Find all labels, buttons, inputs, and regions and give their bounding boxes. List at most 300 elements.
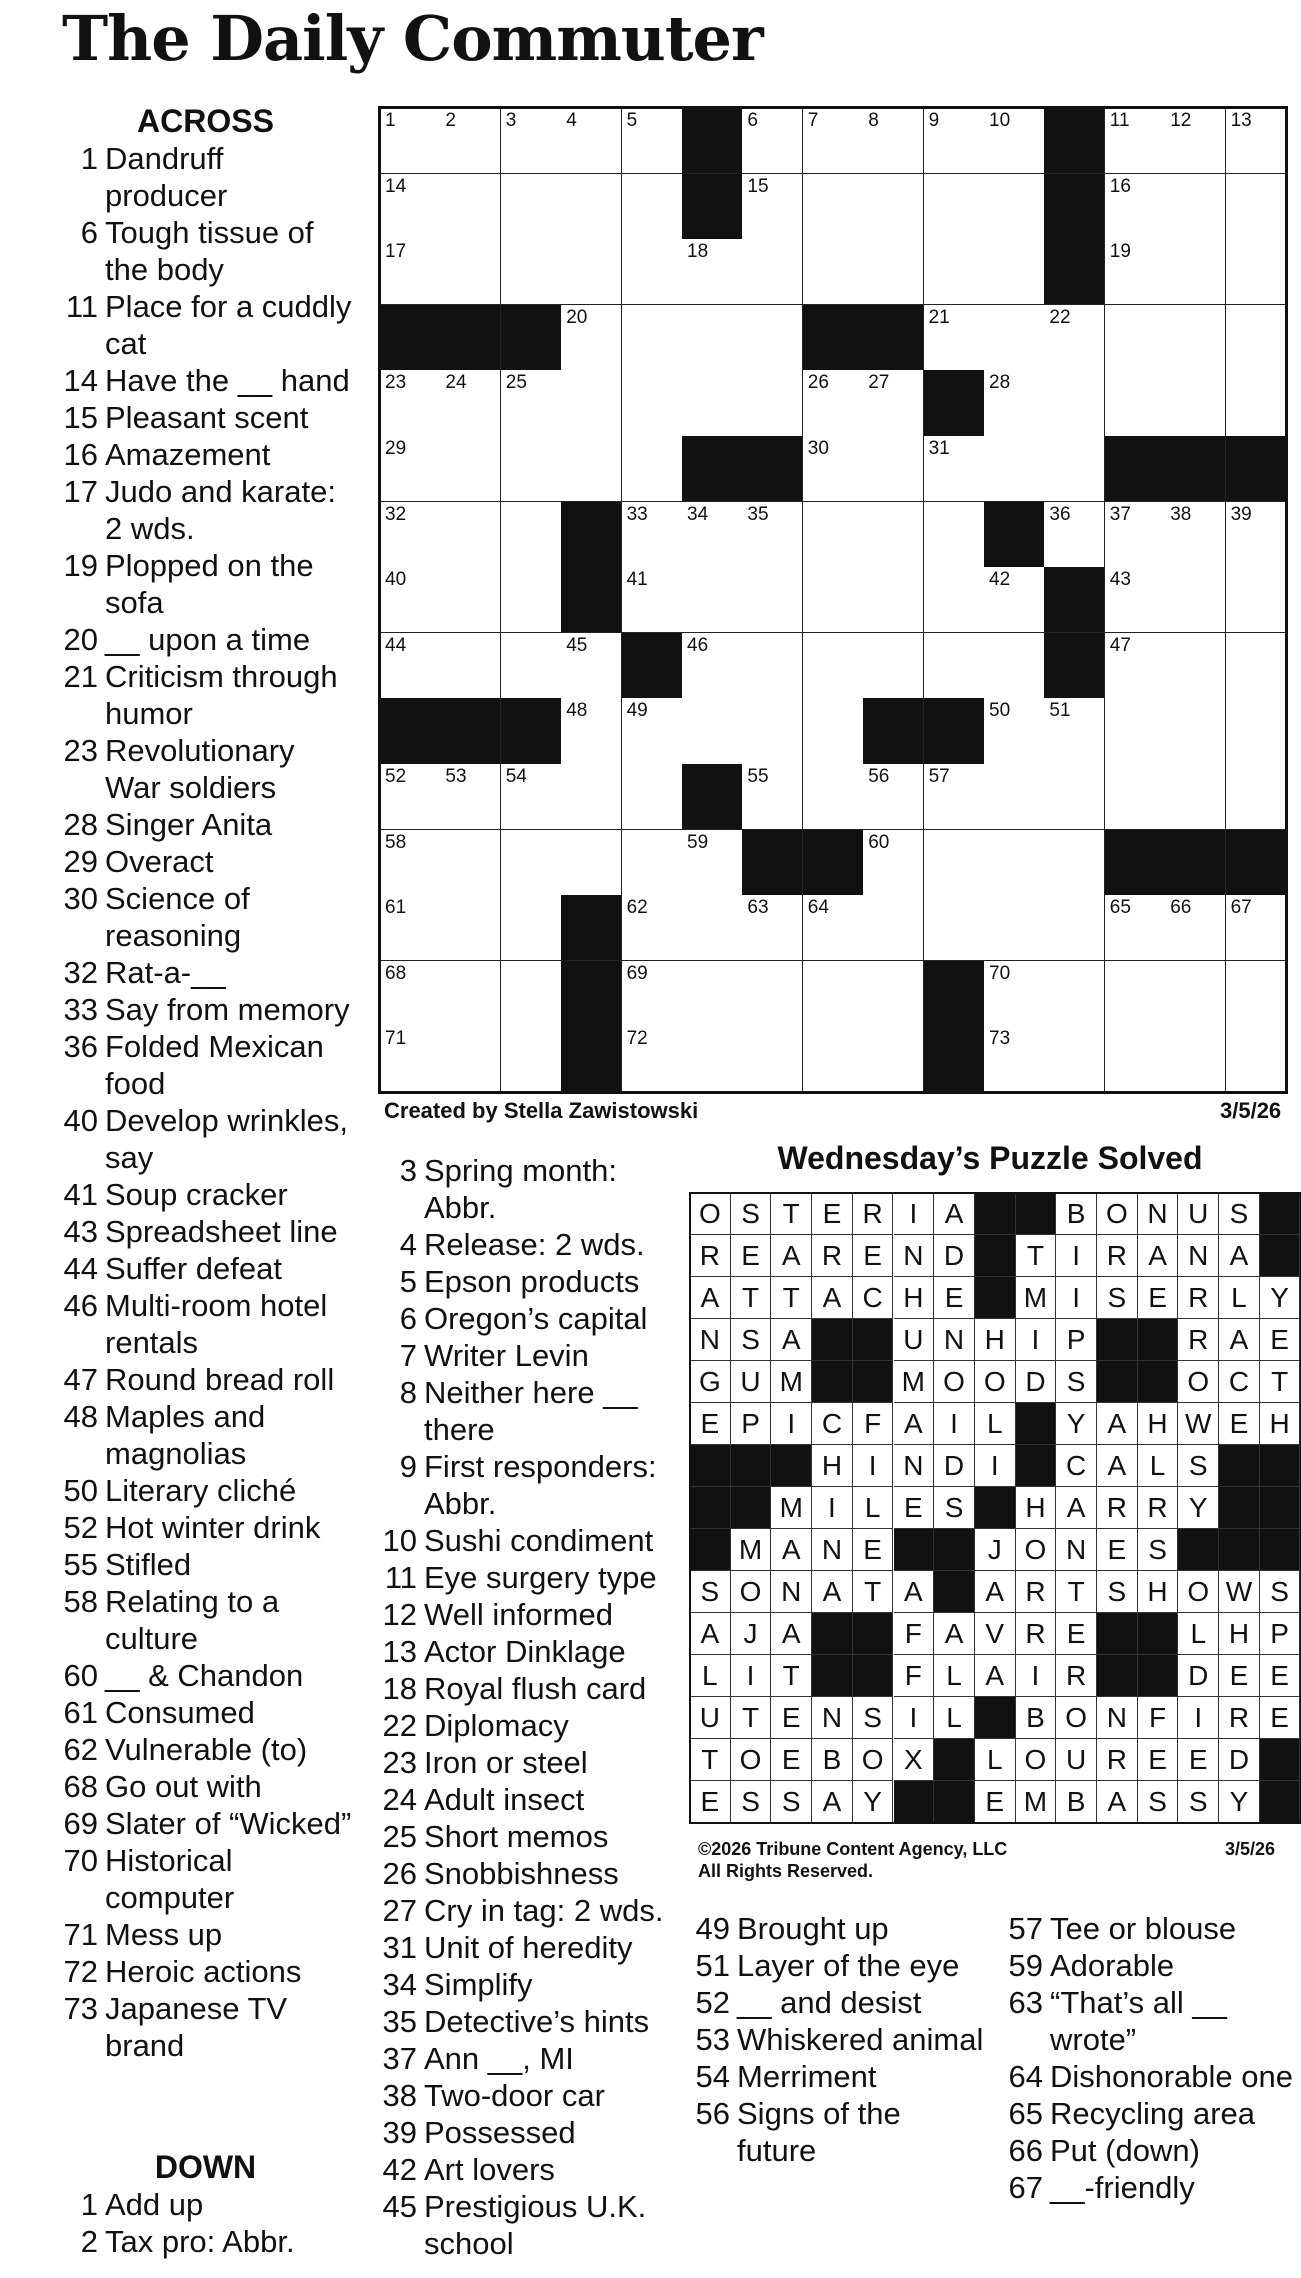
clue-item <box>58 1916 353 1953</box>
cell-number: 3 <box>505 110 517 131</box>
grid-cell[interactable] <box>501 108 562 174</box>
grid-cell[interactable] <box>380 764 441 830</box>
solution-letter: T <box>731 1277 772 1319</box>
grid-cell[interactable] <box>803 961 864 1027</box>
solution-letter: U <box>894 1319 935 1361</box>
clue-number: 17 <box>63 474 98 509</box>
grid-cell[interactable] <box>742 502 803 568</box>
grid-cell[interactable] <box>440 436 501 502</box>
grid-cell[interactable] <box>440 830 501 896</box>
cell-number: 64 <box>807 897 829 919</box>
grid-cell[interactable] <box>440 1026 501 1092</box>
grid-cell[interactable] <box>622 370 683 436</box>
black-square <box>501 698 562 764</box>
grid-cell[interactable] <box>1226 305 1287 371</box>
grid-cell[interactable] <box>1105 502 1166 568</box>
solution-letter: I <box>731 1655 772 1697</box>
solution-letter: E <box>853 1235 894 1277</box>
grid-cell[interactable] <box>984 830 1045 896</box>
clue-number: 1 <box>80 141 98 176</box>
grid-cell[interactable] <box>803 239 864 305</box>
grid-cell[interactable] <box>1105 698 1166 764</box>
grid-cell[interactable] <box>501 370 562 436</box>
black-square <box>803 830 864 896</box>
cell-number: 60 <box>868 831 890 853</box>
grid-cell[interactable] <box>380 633 441 699</box>
grid-cell[interactable] <box>380 436 441 502</box>
grid-cell[interactable] <box>1165 174 1226 240</box>
solution-letter: S <box>934 1487 975 1529</box>
clue-item <box>58 399 353 436</box>
grid-cell[interactable] <box>924 502 985 568</box>
clue-text: Revolutionary War soldiers <box>105 733 295 805</box>
grid-cell[interactable] <box>1165 895 1226 961</box>
solution-black-square <box>690 1487 731 1529</box>
grid-cell[interactable] <box>561 698 622 764</box>
grid-cell[interactable] <box>622 502 683 568</box>
cell-number: 20 <box>566 306 588 328</box>
black-square <box>561 895 622 961</box>
grid-cell[interactable] <box>622 961 683 1027</box>
solution-letter: D <box>1219 1739 1260 1781</box>
grid-cell[interactable] <box>1044 895 1105 961</box>
grid-cell[interactable] <box>1165 567 1226 633</box>
clue-text: __-friendly <box>1050 2170 1195 2205</box>
solution-letter: S <box>731 1781 772 1823</box>
grid-cell[interactable] <box>984 174 1045 240</box>
solution-letter: I <box>894 1697 935 1739</box>
grid-cell[interactable] <box>501 764 562 830</box>
solution-letter: R <box>1097 1739 1138 1781</box>
grid-cell[interactable] <box>1044 961 1105 1027</box>
grid-cell[interactable] <box>440 961 501 1027</box>
cell-number: 71 <box>385 1028 407 1050</box>
grid-cell[interactable] <box>682 633 743 699</box>
grid-cell[interactable] <box>1105 239 1166 305</box>
grid-cell[interactable] <box>380 108 441 174</box>
grid-cell[interactable] <box>742 108 803 174</box>
grid-cell[interactable] <box>1044 764 1105 830</box>
grid-cell[interactable] <box>501 436 562 502</box>
clue-number: 39 <box>382 2115 417 2150</box>
grid-cell[interactable] <box>682 502 743 568</box>
grid-cell[interactable] <box>1226 502 1287 568</box>
grid-cell[interactable] <box>501 961 562 1027</box>
grid-cell[interactable] <box>863 764 924 830</box>
grid-cell[interactable] <box>682 961 743 1027</box>
grid-cell[interactable] <box>924 567 985 633</box>
grid-cell[interactable] <box>440 174 501 240</box>
solution-letter: U <box>1056 1739 1097 1781</box>
grid-cell[interactable] <box>803 436 864 502</box>
solution-letter: Y <box>1056 1403 1097 1445</box>
clue-number: 28 <box>63 807 98 842</box>
grid-cell[interactable] <box>1226 370 1287 436</box>
clue-text: Singer Anita <box>105 807 273 842</box>
clue-text: Royal flush card <box>424 1671 647 1706</box>
grid-cell[interactable] <box>984 567 1045 633</box>
grid-cell[interactable] <box>803 370 864 436</box>
grid-cell[interactable] <box>1165 370 1226 436</box>
solution-letter: O <box>975 1361 1016 1403</box>
clue-item <box>1001 2058 1296 2095</box>
grid-cell[interactable] <box>1226 108 1287 174</box>
clue-number: 3 <box>399 1153 417 1188</box>
grid-cell[interactable] <box>501 633 562 699</box>
grid-cell[interactable] <box>561 108 622 174</box>
grid-cell[interactable] <box>622 174 683 240</box>
grid-cell[interactable] <box>1044 698 1105 764</box>
cell-number: 11 <box>1109 110 1130 131</box>
clue-item <box>58 1102 353 1176</box>
grid-cell[interactable] <box>742 174 803 240</box>
grid-cell[interactable] <box>682 1026 743 1092</box>
grid-cell[interactable] <box>622 567 683 633</box>
grid-cell[interactable] <box>863 895 924 961</box>
grid-cell[interactable] <box>1226 174 1287 240</box>
solution-letter: L <box>934 1655 975 1697</box>
clue-text: Japanese TV brand <box>105 1991 288 2063</box>
cell-number: 14 <box>385 175 407 197</box>
solution-letter: E <box>1260 1655 1301 1697</box>
clue-number: 11 <box>384 1560 417 1595</box>
solution-letter: M <box>1016 1781 1057 1823</box>
solution-black-square <box>934 1571 975 1613</box>
grid-cell[interactable] <box>1044 502 1105 568</box>
grid-cell[interactable] <box>380 239 441 305</box>
grid-cell[interactable] <box>924 239 985 305</box>
grid-cell[interactable] <box>1226 633 1287 699</box>
grid-cell[interactable] <box>380 567 441 633</box>
grid-cell[interactable] <box>984 108 1045 174</box>
grid-cell[interactable] <box>1105 305 1166 371</box>
clue-item <box>58 954 353 991</box>
cell-number: 52 <box>385 766 407 787</box>
grid-cell[interactable] <box>440 895 501 961</box>
clue-text: Neither here __ there <box>424 1375 638 1447</box>
clue-item <box>375 1374 665 1448</box>
grid-cell[interactable] <box>1165 108 1226 174</box>
clue-number: 27 <box>382 1893 417 1928</box>
grid-cell[interactable] <box>1226 961 1287 1027</box>
grid-cell[interactable] <box>622 239 683 305</box>
grid-cell[interactable] <box>984 370 1045 436</box>
grid-cell[interactable] <box>440 502 501 568</box>
cell-number: 59 <box>687 831 709 853</box>
cell-number: 53 <box>445 766 467 787</box>
clue-text: Signs of the future <box>737 2096 901 2168</box>
clue-item <box>58 1842 353 1916</box>
cell-number: 16 <box>1109 175 1131 197</box>
clue-item <box>58 362 353 399</box>
grid-cell[interactable] <box>501 1026 562 1092</box>
grid-cell[interactable] <box>622 895 683 961</box>
clue-item <box>375 2114 665 2151</box>
grid-cell[interactable] <box>1105 108 1166 174</box>
grid-cell[interactable] <box>1165 764 1226 830</box>
grid-cell[interactable] <box>682 305 743 371</box>
grid-cell[interactable] <box>924 830 985 896</box>
grid-cell[interactable] <box>1105 174 1166 240</box>
clue-item <box>375 1670 665 1707</box>
grid-cell[interactable] <box>924 108 985 174</box>
solution-black-square <box>690 1529 731 1571</box>
solution-black-square <box>812 1613 853 1655</box>
grid-cell[interactable] <box>1105 895 1166 961</box>
grid-cell[interactable] <box>682 370 743 436</box>
black-square <box>1044 108 1105 174</box>
grid-cell[interactable] <box>501 239 562 305</box>
cell-number: 67 <box>1230 897 1252 919</box>
grid-cell[interactable] <box>561 633 622 699</box>
grid-cell[interactable] <box>501 895 562 961</box>
clue-number: 50 <box>63 1473 98 1508</box>
grid-cell[interactable] <box>984 764 1045 830</box>
solution-black-square <box>1260 1193 1301 1235</box>
solution-title: Wednesday’s Puzzle Solved <box>777 1140 1203 1176</box>
across-header: ACROSS <box>137 103 274 139</box>
clue-item <box>58 843 353 880</box>
cell-number: 39 <box>1230 503 1252 525</box>
grid-cell[interactable] <box>1226 1026 1287 1092</box>
clue-text: Historical computer <box>105 1843 235 1915</box>
grid-cell[interactable] <box>380 502 441 568</box>
grid-cell[interactable] <box>1226 764 1287 830</box>
grid-cell[interactable] <box>863 1026 924 1092</box>
grid-cell[interactable] <box>1105 764 1166 830</box>
grid-cell[interactable] <box>984 895 1045 961</box>
grid-cell[interactable] <box>742 1026 803 1092</box>
solution-letter: T <box>1016 1235 1057 1277</box>
grid-cell[interactable] <box>380 895 441 961</box>
solution-letter: D <box>1178 1655 1219 1697</box>
clue-text: Science of reasoning <box>105 881 250 953</box>
grid-cell[interactable] <box>984 436 1045 502</box>
clue-text: Actor Dinklage <box>424 1634 626 1669</box>
grid-cell[interactable] <box>863 239 924 305</box>
solution-letter: I <box>1056 1277 1097 1319</box>
clue-item <box>58 1657 353 1694</box>
grid-cell[interactable] <box>984 698 1045 764</box>
grid-cell[interactable] <box>1105 1026 1166 1092</box>
grid-cell[interactable] <box>622 830 683 896</box>
cell-number: 8 <box>868 110 879 131</box>
grid-cell[interactable] <box>682 567 743 633</box>
grid-cell[interactable] <box>1044 436 1105 502</box>
grid-cell[interactable] <box>1226 239 1287 305</box>
clue-text: Cry in tag: 2 wds. <box>424 1893 664 1928</box>
grid-cell[interactable] <box>863 830 924 896</box>
solution-letter: S <box>1056 1361 1097 1403</box>
black-square <box>1165 436 1226 502</box>
grid-cell[interactable] <box>561 830 622 896</box>
grid-cell[interactable] <box>440 108 501 174</box>
grid-cell[interactable] <box>561 174 622 240</box>
cell-number: 50 <box>989 700 1011 722</box>
grid-cell[interactable] <box>380 961 441 1027</box>
grid-cell[interactable] <box>380 1026 441 1092</box>
grid-cell[interactable] <box>1165 239 1226 305</box>
grid-cell[interactable] <box>1165 633 1226 699</box>
grid-cell[interactable] <box>863 633 924 699</box>
grid-cell[interactable] <box>561 305 622 371</box>
grid-cell[interactable] <box>984 961 1045 1027</box>
solution-black-square <box>1138 1361 1179 1403</box>
grid-cell[interactable] <box>924 436 985 502</box>
solution-black-square <box>853 1361 894 1403</box>
solution-letter: J <box>975 1529 1016 1571</box>
cell-number: 22 <box>1049 306 1071 328</box>
black-square <box>561 567 622 633</box>
cell-number: 17 <box>385 241 407 263</box>
grid-cell[interactable] <box>501 502 562 568</box>
grid-cell[interactable] <box>742 961 803 1027</box>
cell-number: 41 <box>626 569 648 591</box>
grid-cell[interactable] <box>1226 895 1287 961</box>
grid-cell[interactable] <box>1226 698 1287 764</box>
grid-cell[interactable] <box>682 830 743 896</box>
grid-cell[interactable] <box>742 764 803 830</box>
grid-cell[interactable] <box>742 305 803 371</box>
grid-cell[interactable] <box>622 698 683 764</box>
cell-number: 25 <box>505 372 527 394</box>
grid-cell[interactable] <box>1105 633 1166 699</box>
solution-letter: R <box>690 1235 731 1277</box>
grid-cell[interactable] <box>682 895 743 961</box>
grid-cell[interactable] <box>803 567 864 633</box>
grid-cell[interactable] <box>1165 1026 1226 1092</box>
clue-number: 22 <box>382 1708 417 1743</box>
clue-number: 23 <box>382 1745 417 1780</box>
grid-cell[interactable] <box>501 174 562 240</box>
solution-letter: S <box>771 1781 812 1823</box>
grid-cell[interactable] <box>924 764 985 830</box>
grid-cell[interactable] <box>984 1026 1045 1092</box>
grid-cell[interactable] <box>803 174 864 240</box>
black-square <box>682 174 743 240</box>
grid-cell[interactable] <box>742 567 803 633</box>
solution-letter: B <box>1056 1781 1097 1823</box>
grid-cell[interactable] <box>1044 1026 1105 1092</box>
grid-cell[interactable] <box>924 633 985 699</box>
grid-cell[interactable] <box>1165 305 1226 371</box>
grid-cell[interactable] <box>622 436 683 502</box>
grid-cell[interactable] <box>924 174 985 240</box>
grid-cell[interactable] <box>803 764 864 830</box>
grid-cell[interactable] <box>803 502 864 568</box>
grid-cell[interactable] <box>1105 567 1166 633</box>
grid-cell[interactable] <box>742 633 803 699</box>
grid-cell[interactable] <box>440 633 501 699</box>
grid-cell[interactable] <box>1105 370 1166 436</box>
grid-cell[interactable] <box>682 698 743 764</box>
clue-number: 45 <box>382 2189 417 2224</box>
grid-cell[interactable] <box>742 370 803 436</box>
grid-cell[interactable] <box>803 895 864 961</box>
grid-cell[interactable] <box>440 239 501 305</box>
solution-letter: I <box>1016 1319 1057 1361</box>
cell-number: 5 <box>626 110 638 131</box>
solution-letter: O <box>690 1193 731 1235</box>
grid-cell[interactable] <box>863 370 924 436</box>
black-square <box>742 436 803 502</box>
grid-cell[interactable] <box>440 370 501 436</box>
solution-letter: I <box>975 1445 1016 1487</box>
grid-cell[interactable] <box>863 961 924 1027</box>
grid-cell[interactable] <box>863 436 924 502</box>
grid-cell[interactable] <box>380 830 441 896</box>
grid-cell[interactable] <box>622 1026 683 1092</box>
grid-cell[interactable] <box>1226 567 1287 633</box>
grid-cell[interactable] <box>1165 698 1226 764</box>
grid-cell[interactable] <box>803 633 864 699</box>
grid-cell[interactable] <box>863 567 924 633</box>
grid-cell[interactable] <box>984 305 1045 371</box>
grid-cell[interactable] <box>803 1026 864 1092</box>
clue-item <box>58 806 353 843</box>
clue-text: Spring month: Abbr. <box>424 1153 617 1225</box>
grid-cell[interactable] <box>561 370 622 436</box>
grid-cell[interactable] <box>803 698 864 764</box>
grid-cell[interactable] <box>1044 305 1105 371</box>
clue-number: 59 <box>1008 1948 1043 1983</box>
grid-cell[interactable] <box>682 239 743 305</box>
grid-cell[interactable] <box>924 305 985 371</box>
grid-cell[interactable] <box>1105 961 1166 1027</box>
cell-number: 15 <box>747 175 769 197</box>
grid-cell[interactable] <box>561 239 622 305</box>
grid-cell[interactable] <box>863 108 924 174</box>
grid-cell[interactable] <box>803 108 864 174</box>
grid-cell[interactable] <box>440 567 501 633</box>
grid-cell[interactable] <box>440 764 501 830</box>
grid-cell[interactable] <box>863 502 924 568</box>
grid-cell[interactable] <box>501 830 562 896</box>
clue-number: 2 <box>80 2224 98 2259</box>
grid-cell[interactable] <box>622 108 683 174</box>
grid-cell[interactable] <box>622 305 683 371</box>
grid-cell[interactable] <box>742 895 803 961</box>
clue-number: 30 <box>63 881 98 916</box>
grid-cell[interactable] <box>1165 502 1226 568</box>
grid-cell[interactable] <box>501 567 562 633</box>
solution-letter: A <box>771 1319 812 1361</box>
solution-black-square <box>853 1319 894 1361</box>
grid-cell[interactable] <box>561 764 622 830</box>
grid-cell[interactable] <box>1165 961 1226 1027</box>
black-square <box>1165 830 1226 896</box>
grid-cell[interactable] <box>984 239 1045 305</box>
grid-cell[interactable] <box>1044 370 1105 436</box>
solution-black-square <box>1138 1613 1179 1655</box>
solution-letter: N <box>1138 1193 1179 1235</box>
grid-cell[interactable] <box>742 698 803 764</box>
grid-cell[interactable] <box>742 239 803 305</box>
grid-cell[interactable] <box>863 174 924 240</box>
grid-cell[interactable] <box>924 895 985 961</box>
grid-cell[interactable] <box>984 633 1045 699</box>
solution-letter: I <box>1016 1655 1057 1697</box>
solution-letter: A <box>975 1571 1016 1613</box>
cell-number: 30 <box>807 438 829 459</box>
grid-cell[interactable] <box>561 436 622 502</box>
grid-cell[interactable] <box>380 174 441 240</box>
grid-cell[interactable] <box>622 764 683 830</box>
cell-number: 51 <box>1049 700 1071 722</box>
clue-item <box>58 1509 353 1546</box>
grid-cell[interactable] <box>1044 830 1105 896</box>
grid-cell[interactable] <box>380 370 441 436</box>
